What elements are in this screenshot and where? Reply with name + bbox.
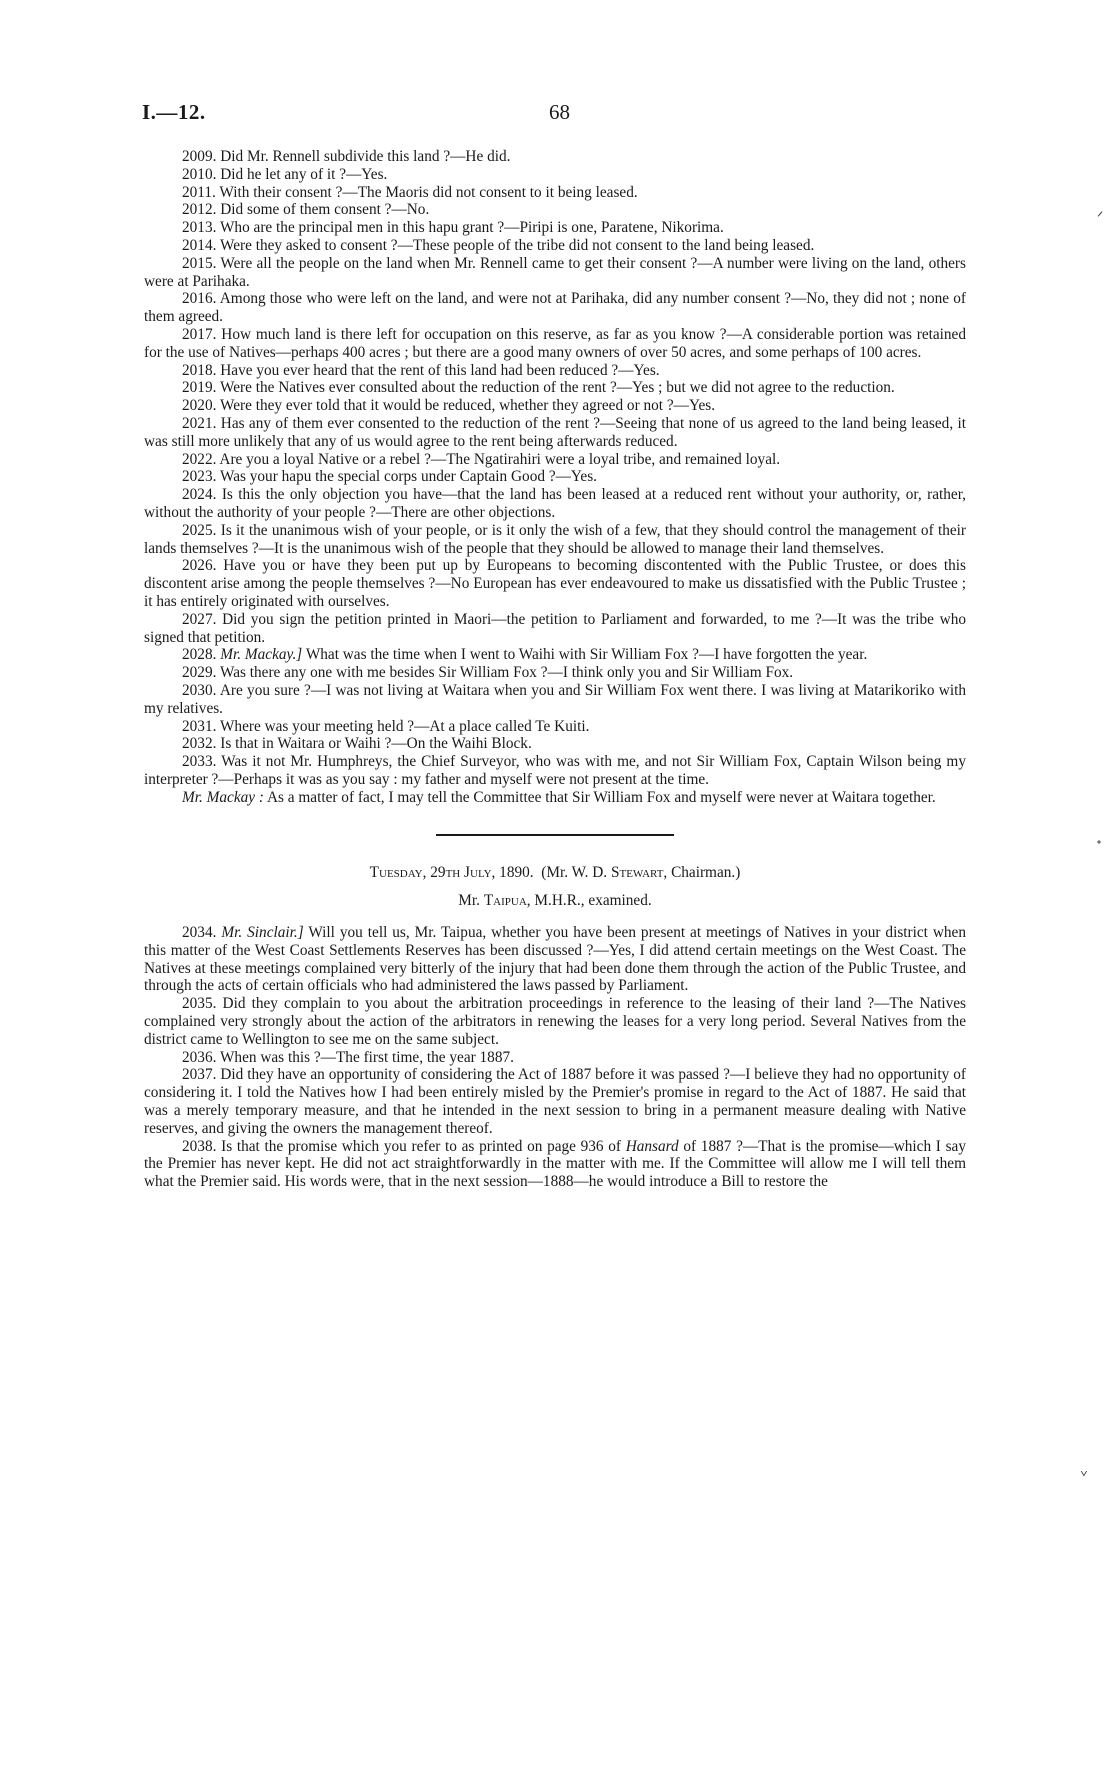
evidence-paragraph-2038 xyxy=(144,1138,966,1191)
evidence-paragraph-2012 xyxy=(144,201,966,219)
section-divider xyxy=(436,834,674,836)
evidence-paragraph-2028 xyxy=(144,646,966,664)
paragraph-number: 2024. xyxy=(182,486,217,504)
paragraph-text: How much land is there left for occupation on this reserve, as far as you know ?—A considerable portion was retained for the use of Natives—perhaps 400 acres ; but there are a good many owners of over 50 acres, and some perhaps of 100 acres. xyxy=(144,325,966,361)
paragraph-text-b: of 1887 ?—That is the promise—which I say the Premier has never kept. He did not act straightforwardly in the matter with me. If the Committee will allow me I will tell them what the Premier said. His words were, that in the next session—1888—he would introduce a Bill to restore the xyxy=(144,1137,966,1191)
witness-prefix: Mr. xyxy=(458,892,480,910)
paragraph-text: Among those who were left on the land, and were not at Parihaka, did any number consent ?—No, they did not ; none of them agreed. xyxy=(144,290,966,326)
paragraph-text: Have you or have they been put up by Europeans to becoming discontented with the Public Trustee, or does this discontent arise among the people themselves ?—No European has ever endeavoured to make us dissatisfied with the Public Trustee ; it has entirely originated with ourselves. xyxy=(144,557,966,610)
paragraph-text: Were they asked to consent ?—These people of the tribe did not consent to the land being leased. xyxy=(219,236,815,254)
paragraph-number: 2011. xyxy=(182,183,216,201)
paragraph-number: 2014. xyxy=(182,236,217,254)
session-chair-name: Stewart xyxy=(610,864,664,882)
paragraph-number: 2026. xyxy=(182,557,217,575)
evidence-paragraph-2025 xyxy=(144,522,966,558)
closing-remark-text: As a matter of fact, I may tell the Committee that Sir William Fox and myself were never at Waitara together. xyxy=(266,788,936,806)
paragraph-text: Did he let any of it ?—Yes. xyxy=(220,165,388,183)
evidence-paragraph-2010 xyxy=(144,166,966,184)
paragraph-number: 2034. xyxy=(182,924,217,942)
paragraph-text: Is it the unanimous wish of your people, or is it only the wish of a few, that they should control the management of their lands themselves ?—It is the unanimous wish of the people that they should be allowed to manage their land themselves. xyxy=(144,521,966,557)
evidence-paragraph-2034 xyxy=(144,924,966,995)
paragraph-text-a: Is that the promise which you refer to as printed on page 936 of xyxy=(221,1137,622,1155)
paragraph-number: 2009. xyxy=(182,148,217,165)
margin-mark-middle: ᐩ xyxy=(1096,838,1102,854)
paragraph-text: Was your hapu the special corps under Captain Good ?—Yes. xyxy=(219,468,597,486)
paragraph-number: 2010. xyxy=(182,165,217,183)
session-chair-open: (Mr. W. D. xyxy=(541,864,608,882)
paragraph-number: 2031. xyxy=(182,717,217,735)
paragraph-text: What was the time when I went to Waihi with Sir William Fox ?—I have forgotten the year. xyxy=(305,646,868,664)
evidence-paragraph-2018 xyxy=(144,362,966,380)
paragraph-text: Will you tell us, Mr. Taipua, whether you have been present at meetings of Natives in your district when this matter of the West Coast Settlements Reserves has been discussed ?—Yes, I did attend certain meetings on the West Coast. The Natives at these meetings complained very bitterly of the injury that had been done them through the action of the Public Trustee, and through the acts of certain officials who had administered the laws passed by Parliament. xyxy=(144,924,966,995)
closing-remark-speaker: Mr. Mackay : xyxy=(182,788,264,806)
evidence-paragraph-2022 xyxy=(144,451,966,469)
paragraph-number: 2036. xyxy=(182,1048,217,1066)
paragraph-number: 2025. xyxy=(182,521,217,539)
evidence-paragraph-2035 xyxy=(144,995,966,1048)
session-day: Tuesday xyxy=(369,864,423,882)
paragraph-text: When was this ?—The first time, the year 1887. xyxy=(219,1048,514,1066)
evidence-paragraph-2030 xyxy=(144,682,966,718)
paragraph-number: 2015. xyxy=(182,254,217,272)
paragraph-number: 2020. xyxy=(182,397,217,415)
paragraph-number: 2032. xyxy=(182,735,217,753)
evidence-paragraph-2032 xyxy=(144,735,966,753)
paragraph-text: Was it not Mr. Humphreys, the Chief Surveyor, who was with me, and not Sir William Fox, Captain Wilson being my interpreter ?—Perhaps it was as you say : my father and myself were not present at the time. xyxy=(144,753,966,788)
page-header xyxy=(0,100,1114,130)
evidence-paragraph-2019 xyxy=(144,379,966,397)
evidence-body xyxy=(144,148,966,1191)
evidence-paragraph-2024 xyxy=(144,486,966,522)
paragraph-number: 2033. xyxy=(182,753,217,771)
evidence-paragraph-2031 xyxy=(144,718,966,736)
paragraph-text: Who are the principal men in this hapu grant ?—Piripi is one, Paratene, Nikorima. xyxy=(219,219,724,237)
witness-suffix: , M.H.R., examined. xyxy=(526,892,652,910)
paragraph-text: Has any of them ever consented to the reduction of the rent ?—Seeing that none of us agreed to the land being leased, it was still more unlikely that any of us would agree to the rent being afterwards reduced. xyxy=(144,414,966,450)
paragraph-number: 2023. xyxy=(182,468,217,486)
paragraph-number: 2022. xyxy=(182,450,217,468)
paragraph-text: Were all the people on the land when Mr. Rennell came to get their consent ?—A number were living on the land, others were at Parihaka. xyxy=(144,254,966,290)
paragraph-number: 2017. xyxy=(182,325,217,343)
evidence-paragraph-2027 xyxy=(144,611,966,647)
paragraph-number: 2037. xyxy=(182,1066,217,1084)
paragraph-text: Are you sure ?—I was not living at Waitara when you and Sir William Fox went there. I was living at Matarikoriko with my relatives. xyxy=(144,681,967,717)
evidence-section-2 xyxy=(144,924,966,1138)
paragraph-text: Are you a loyal Native or a rebel ?—The Ngatirahiri were a loyal tribe, and remained loyal. xyxy=(219,450,781,468)
session-heading xyxy=(144,864,966,882)
paragraph-text: Did they complain to you about the arbitration proceedings in reference to the leasing of their land ?—The Natives complained very strongly about the action of the arbitrators in renewing the leases for a very long period. Several Natives from the district came to Wellington to see me on the same subject. xyxy=(144,995,967,1048)
evidence-paragraph-2036 xyxy=(144,1049,966,1067)
closing-remark xyxy=(144,789,966,807)
session-chair-close: , Chairman.) xyxy=(663,864,741,882)
witness-name: Taipua xyxy=(483,892,527,910)
paragraph-number: 2030. xyxy=(182,681,217,699)
paragraph-text: Is this the only objection you have—that the land has been leased at a reduced rent without your authority, or, rather, without the authority of your people ?—There are other objections. xyxy=(144,486,966,521)
evidence-paragraph-2016 xyxy=(144,290,966,326)
paragraph-number: 2035. xyxy=(182,995,217,1013)
paragraph-text: Have you ever heard that the rent of this land had been reduced ?—Yes. xyxy=(220,361,660,379)
paragraph-number: 2028. xyxy=(182,646,217,664)
paragraph-text: Did you sign the petition printed in Maori—the petition to Parliament and forwarded, to me ?—It was the tribe who signed that petition. xyxy=(144,610,966,646)
paragraph-number: 2012. xyxy=(182,201,217,219)
document-reference: I.—12. xyxy=(142,100,206,124)
evidence-paragraph-2037 xyxy=(144,1066,966,1137)
paragraph-number: 2019. xyxy=(182,379,217,397)
evidence-paragraph-2026 xyxy=(144,557,966,610)
evidence-paragraph-2020 xyxy=(144,397,966,415)
page-number: 68 xyxy=(549,100,570,124)
paragraph-number: 2016. xyxy=(182,290,217,308)
paragraph-text: With their consent ?—The Maoris did not consent to it being leased. xyxy=(219,183,638,201)
hansard-reference: Hansard xyxy=(625,1137,679,1155)
paragraph-text: Did some of them consent ?—No. xyxy=(220,201,430,219)
evidence-paragraph-2017 xyxy=(144,326,966,362)
evidence-paragraph-2013 xyxy=(144,219,966,237)
session-year: , 1890. xyxy=(491,864,534,882)
paragraph-number: 2038. xyxy=(182,1137,217,1155)
paragraph-text: Where was your meeting held ?—At a place called Te Kuiti. xyxy=(219,717,590,735)
paragraph-text: Was there any one with me besides Sir William Fox ?—I think only you and Sir William Fox. xyxy=(219,664,794,682)
evidence-section-1 xyxy=(144,148,966,789)
evidence-paragraph-2023 xyxy=(144,468,966,486)
paragraph-text: Is that in Waitara or Waihi ?—On the Waihi Block. xyxy=(220,735,532,753)
witness-heading xyxy=(144,892,966,910)
paragraph-number: 2013. xyxy=(182,219,217,237)
session-date: , 29th July xyxy=(422,864,492,882)
paragraph-text: Did Mr. Rennell subdivide this land ?—He did. xyxy=(220,148,511,165)
evidence-paragraph-2029 xyxy=(144,664,966,682)
paragraph-number: 2021. xyxy=(182,414,217,432)
questioner: Mr. Sinclair.] xyxy=(221,924,304,942)
paragraph-text: Were the Natives ever consulted about the reduction of the rent ?—Yes ; but we did not agree to the reduction. xyxy=(219,379,895,397)
margin-mark-bottom: ᘁ xyxy=(1080,1470,1088,1486)
paragraph-number: 2027. xyxy=(182,610,217,628)
evidence-paragraph-2021 xyxy=(144,415,966,451)
paragraph-text: Were they ever told that it would be reduced, whether they agreed or not ?—Yes. xyxy=(219,397,716,415)
evidence-paragraph-2009 xyxy=(144,148,966,166)
margin-mark-top: ᐟ xyxy=(1097,210,1104,226)
questioner: Mr. Mackay.] xyxy=(220,646,303,664)
evidence-paragraph-2015 xyxy=(144,255,966,291)
paragraph-number: 2018. xyxy=(182,361,217,379)
evidence-paragraph-2011 xyxy=(144,184,966,202)
paragraph-text: Did they have an opportunity of considering the Act of 1887 before it was passed ?—I believe they had no opportunity of considering it. I told the Natives how I had been entirely misled by the Premier's promise in regard to the Act of 1887. He said that was a merely temporary measure, and that he intended in the next session to bring in a permanent measure dealing with Native reserves, and giving the owners the management thereof. xyxy=(144,1066,966,1137)
evidence-paragraph-2014 xyxy=(144,237,966,255)
paragraph-number: 2029. xyxy=(182,664,217,682)
evidence-paragraph-2033 xyxy=(144,753,966,789)
